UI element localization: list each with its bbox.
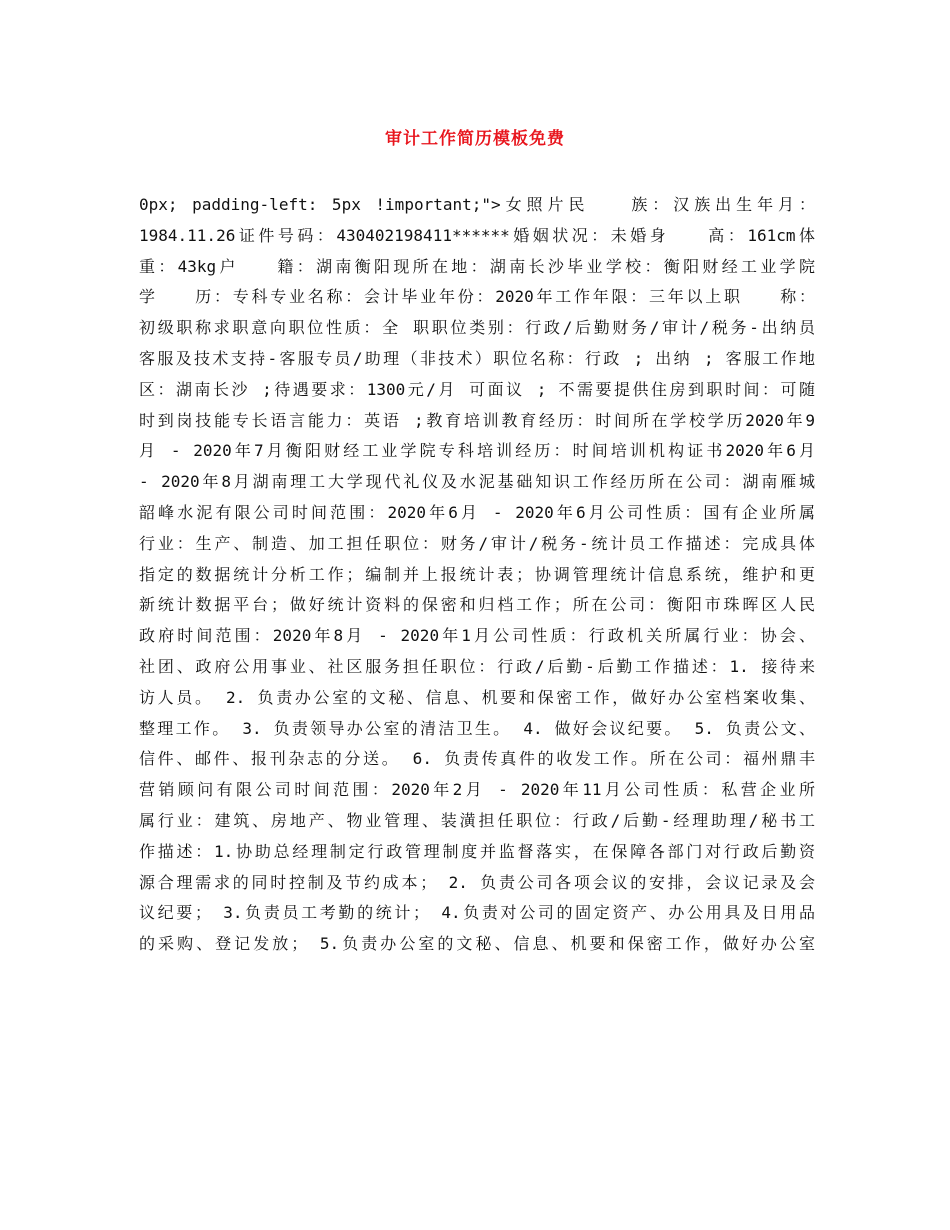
body-line: 营销顾问有限公司时间范围：2020年2月 - 2020年11月公司性质：私营企业所 xyxy=(139,780,815,800)
body-line: 学 历：专科专业名称：会计毕业年份：2020年工作年限：三年以上职 称： xyxy=(139,287,815,307)
body-line: 社团、政府公用事业、社区服务担任职位：行政/后勤-后勤工作描述：1. 接待来 xyxy=(139,656,815,676)
body-line: 月 - 2020年7月衡阳财经工业学院专科培训经历：时间培训机构证书2020年6月 xyxy=(139,441,815,461)
body-line: 政府时间范围：2020年8月 - 2020年1月公司性质：行政机关所属行业：协会、 xyxy=(139,626,815,646)
body-line: 韶峰水泥有限公司时间范围：2020年6月 - 2020年6月公司性质：国有企业所属 xyxy=(139,502,815,522)
body-line: 访人员。 2. 负责办公室的文秘、信息、机要和保密工作，做好办公室档案收集、 xyxy=(139,687,815,707)
document-title: 审计工作简历模板免费 xyxy=(385,129,565,149)
body-line: 源合理需求的同时控制及节约成本； 2. 负责公司各项会议的安排，会议记录及会 xyxy=(139,872,815,892)
body-line: 新统计数据平台；做好统计资料的保密和归档工作；所在公司：衡阳市珠晖区人民 xyxy=(139,595,815,615)
body-line: 重：43kg户 籍：湖南衡阳现所在地：湖南长沙毕业学校：衡阳财经工业学院 xyxy=(139,256,815,276)
body-line: 时到岗技能专长语言能力：英语 ;教育培训教育经历：时间所在学校学历2020年9 xyxy=(139,410,815,430)
body-line: 0px; padding-left: 5px !important;">女照片民 族：汉族出生年月： xyxy=(139,195,815,214)
body-line: 作描述：1.协助总经理制定行政管理制度并监督落实，在保障各部门对行政后勤资 xyxy=(139,841,815,861)
body-line: 客服及技术支持-客服专员/助理（非技术）职位名称：行政 ; 出纳 ; 客服工作地 xyxy=(139,348,815,368)
body-line: 区：湖南长沙 ;待遇要求：1300元/月 可面议 ; 不需要提供住房到职时间：可随 xyxy=(139,379,815,399)
body-line: 信件、邮件、报刊杂志的分送。 6. 负责传真件的收发工作。所在公司：福州鼎丰 xyxy=(139,749,815,769)
body-line: 初级职称求职意向职位性质：全 职职位类别：行政/后勤财务/审计/税务-出纳员 xyxy=(139,318,815,338)
body-line: 行业：生产、制造、加工担任职位：财务/审计/税务-统计员工作描述：完成具体 xyxy=(139,533,815,553)
resume-body xyxy=(139,190,815,960)
body-line: - 2020年8月湖南理工大学现代礼仪及水泥基础知识工作经历所在公司：湖南雁城 xyxy=(139,472,815,492)
body-line: 议纪要； 3.负责员工考勤的统计； 4.负责对公司的固定资产、办公用具及日用品 xyxy=(139,903,815,923)
body-line: 指定的数据统计分析工作；编制并上报统计表；协调管理统计信息系统，维护和更 xyxy=(139,564,815,584)
body-line: 属行业：建筑、房地产、物业管理、装潢担任职位：行政/后勤-经理助理/秘书工 xyxy=(139,810,815,830)
body-line: 的采购、登记发放； 5.负责办公室的文秘、信息、机要和保密工作，做好办公室 xyxy=(139,934,815,954)
body-line: 整理工作。 3. 负责领导办公室的清洁卫生。 4. 做好会议纪要。 5. 负责公文、 xyxy=(139,718,815,738)
body-line: 1984.11.26证件号码：430402198411******婚姻状况：未婚身 高：161cm体 xyxy=(139,225,815,245)
